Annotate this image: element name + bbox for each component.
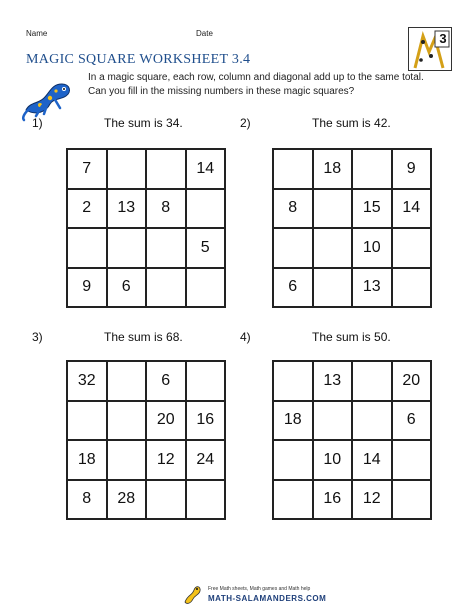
grid-cell	[107, 401, 147, 441]
grid-cell	[67, 401, 107, 441]
sum-text: The sum is 68.	[104, 330, 183, 344]
salamander-logo-icon	[20, 72, 76, 122]
grid-cell	[107, 228, 147, 268]
problem-number: 4)	[240, 330, 251, 344]
grid-cell	[313, 401, 353, 441]
grid-cell: 28	[107, 480, 147, 520]
grid-cell	[313, 228, 353, 268]
grid-cell	[273, 480, 313, 520]
grid-cell: 32	[67, 361, 107, 401]
grid-cell	[146, 228, 186, 268]
grid-cell	[186, 268, 226, 308]
grid-cell	[352, 361, 392, 401]
sum-text: The sum is 50.	[312, 330, 391, 344]
grid-cell: 12	[352, 480, 392, 520]
grid-cell: 12	[146, 440, 186, 480]
grid-cell: 14	[186, 149, 226, 189]
grid-cell: 8	[146, 189, 186, 229]
grid-cell	[273, 149, 313, 189]
grid-cell	[146, 149, 186, 189]
instructions-line-1: In a magic square, each row, column and diagonal add up to the same total.	[88, 72, 424, 83]
grid-cell	[107, 440, 147, 480]
grid-cell	[352, 401, 392, 441]
grid-cell: 6	[107, 268, 147, 308]
grid-cell: 14	[392, 189, 432, 229]
page-title: MAGIC SQUARE WORKSHEET 3.4	[26, 52, 251, 67]
grid-cell: 14	[352, 440, 392, 480]
grid-cell	[186, 361, 226, 401]
grade-badge-icon	[408, 27, 452, 71]
magic-square-grid	[66, 360, 226, 520]
problem-number: 1)	[32, 116, 43, 130]
magic-square-grid	[272, 148, 432, 308]
grid-cell: 16	[186, 401, 226, 441]
grid-cell: 7	[67, 149, 107, 189]
instructions-line-2: Can you fill in the missing numbers in these magic squares?	[88, 86, 355, 97]
grid-cell	[273, 361, 313, 401]
grid-cell: 6	[273, 268, 313, 308]
grid-cell: 8	[67, 480, 107, 520]
date-label: Date	[196, 29, 213, 38]
grid-cell: 13	[352, 268, 392, 308]
grid-cell	[186, 189, 226, 229]
grid-cell: 16	[313, 480, 353, 520]
sum-text: The sum is 34.	[104, 116, 183, 130]
grid-cell: 13	[107, 189, 147, 229]
grid-cell: 8	[273, 189, 313, 229]
grid-cell	[313, 268, 353, 308]
grid-cell: 18	[67, 440, 107, 480]
grid-cell: 2	[67, 189, 107, 229]
problem-number: 2)	[240, 116, 251, 130]
grid-cell: 20	[392, 361, 432, 401]
grid-cell	[107, 361, 147, 401]
grid-cell: 24	[186, 440, 226, 480]
grid-cell: 15	[352, 189, 392, 229]
grid-cell	[352, 149, 392, 189]
grid-cell: 20	[146, 401, 186, 441]
footer-logo-icon	[182, 582, 204, 606]
grid-cell	[392, 440, 432, 480]
grid-cell	[107, 149, 147, 189]
grid-cell: 5	[186, 228, 226, 268]
grid-cell	[392, 228, 432, 268]
grid-cell	[67, 228, 107, 268]
name-label: Name	[26, 29, 48, 38]
grid-cell	[186, 480, 226, 520]
grid-cell	[392, 268, 432, 308]
grid-cell: 6	[146, 361, 186, 401]
grid-cell: 9	[392, 149, 432, 189]
footer-tagline: Free Math sheets, Math games and Math help	[208, 586, 311, 592]
grid-cell	[146, 268, 186, 308]
grade-number: 3	[439, 31, 447, 46]
sum-text: The sum is 42.	[312, 116, 391, 130]
grid-cell: 18	[273, 401, 313, 441]
magic-square-grid	[66, 148, 226, 308]
grid-cell: 13	[313, 361, 353, 401]
grid-cell: 10	[352, 228, 392, 268]
grid-cell	[273, 228, 313, 268]
magic-square-grid	[272, 360, 432, 520]
grid-cell: 9	[67, 268, 107, 308]
grid-cell: 6	[392, 401, 432, 441]
grid-cell: 10	[313, 440, 353, 480]
grid-cell	[146, 480, 186, 520]
problem-number: 3)	[32, 330, 43, 344]
grid-cell	[273, 440, 313, 480]
grid-cell: 18	[313, 149, 353, 189]
grid-cell	[313, 189, 353, 229]
footer-site-name: MATH-SALAMANDERS.COM	[208, 594, 327, 603]
grid-cell	[392, 480, 432, 520]
